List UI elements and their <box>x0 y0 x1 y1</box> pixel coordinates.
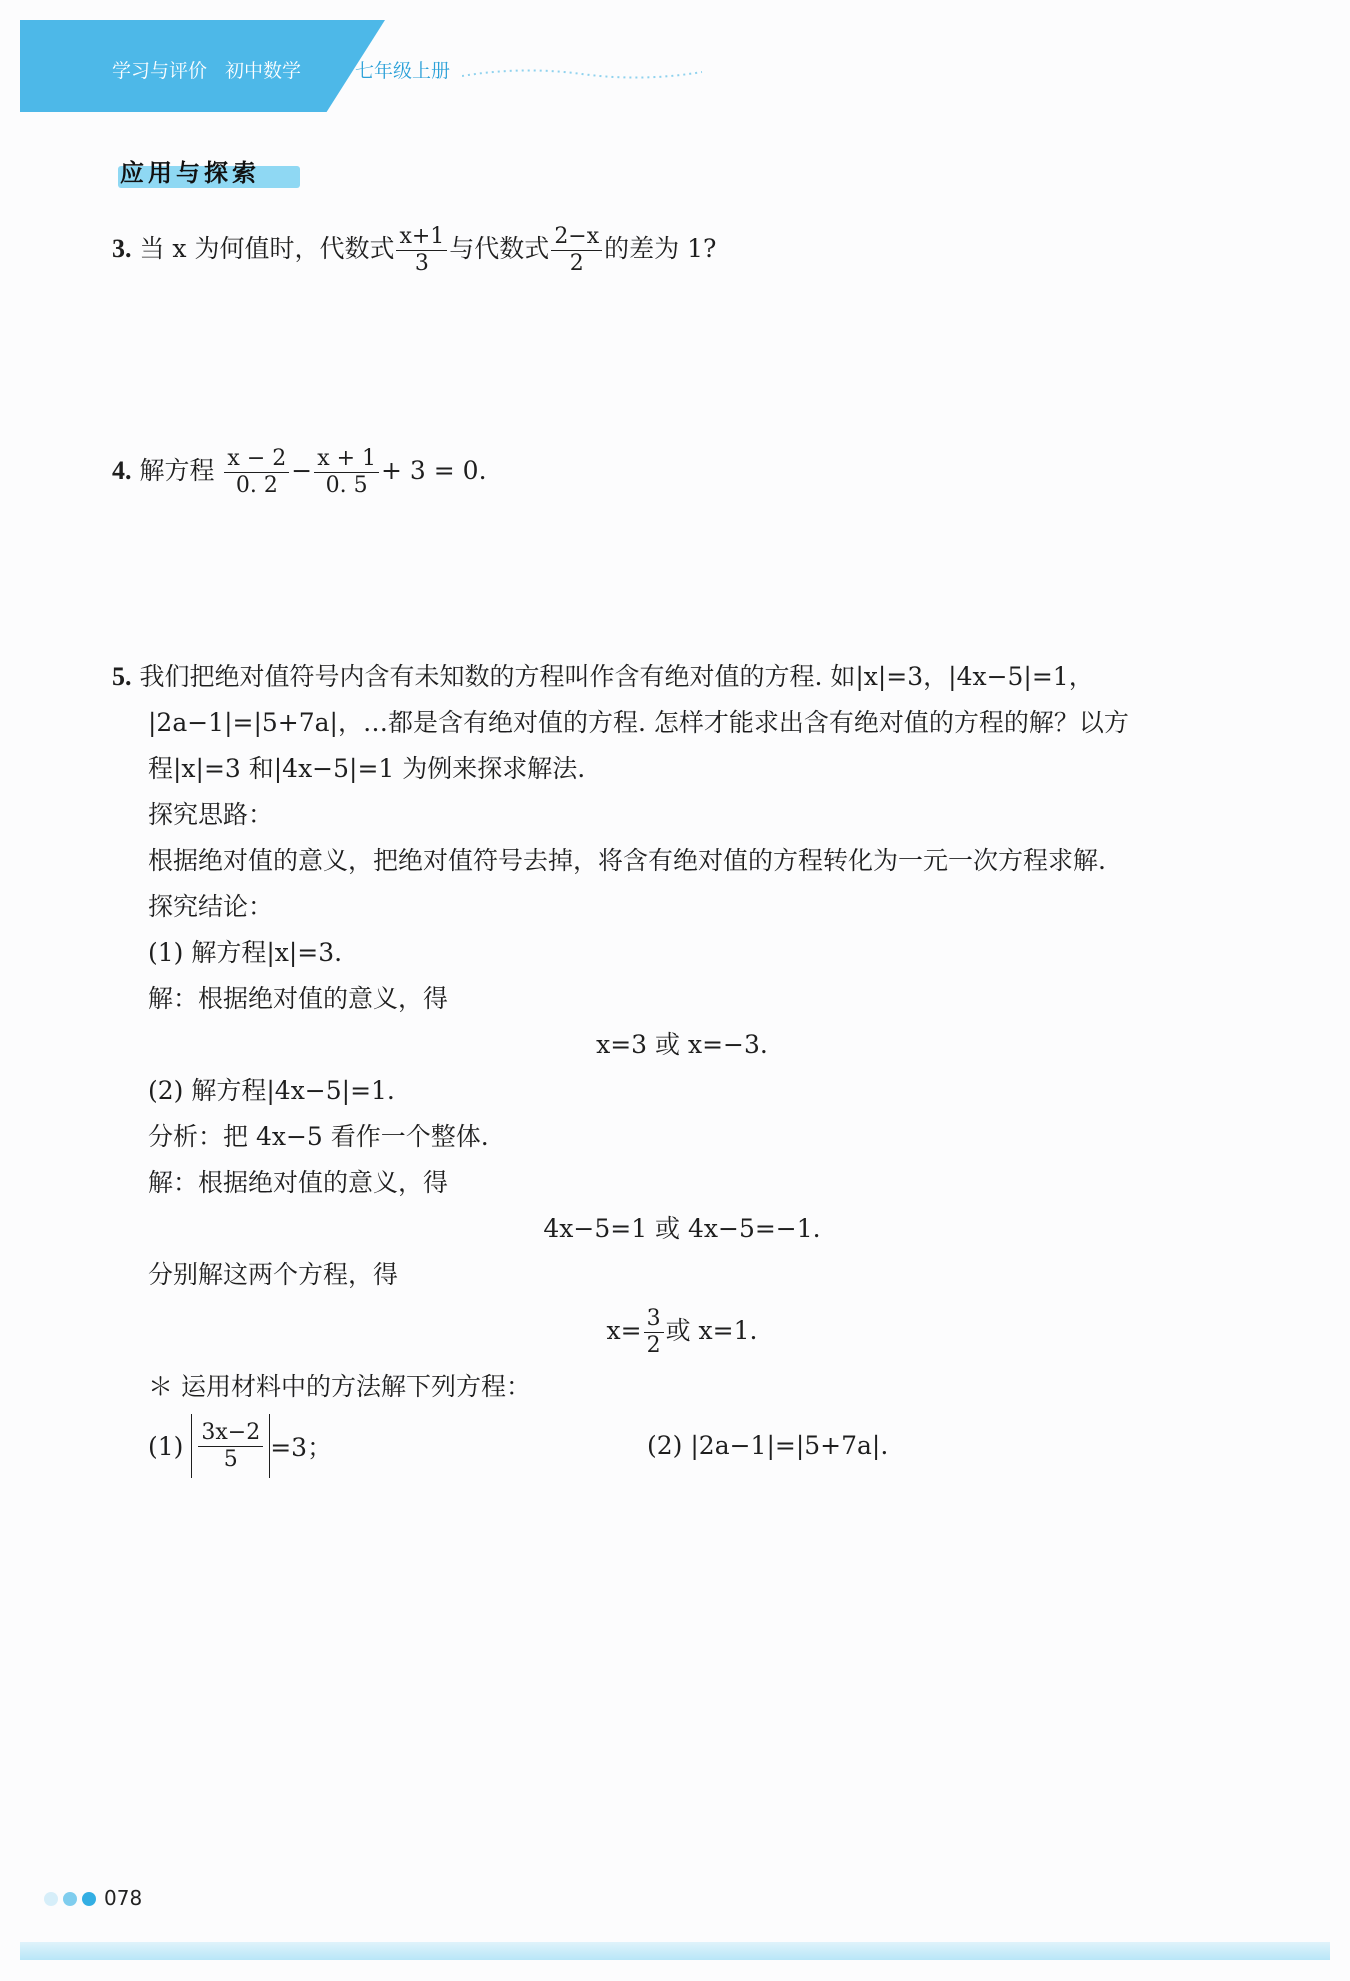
q5-solve-both: 分别解这两个方程，得 <box>148 1260 399 1289</box>
q5-sub1 <box>148 1414 332 1478</box>
q5-equation1: x=3 或 x=−3. <box>596 1030 768 1059</box>
q5-sub2: (2) |2a−1|=|5+7a|. <box>647 1431 889 1460</box>
header-subject: 初中数学 <box>225 60 302 82</box>
operator: − <box>291 456 313 485</box>
q5-task: ＊ 运用材料中的方法解下列方程： <box>148 1372 531 1401</box>
q5-idea-heading: 探究思路： <box>148 800 274 829</box>
question-text: 与代数式 <box>449 234 550 263</box>
sub-label: (1) <box>148 1431 184 1461</box>
q5-solution1: 解：根据绝对值的意义，得 <box>148 984 449 1013</box>
eq-text: 或 x=1. <box>665 1316 758 1345</box>
q5-equation3 <box>112 1298 1252 1364</box>
fraction <box>644 1306 664 1359</box>
q5-analysis: 分析：把 4x−5 看作一个整体. <box>148 1122 489 1151</box>
footer-bar <box>20 1942 1330 1960</box>
question-text: 解方程 <box>139 456 215 485</box>
q5-subquestions <box>112 1410 1252 1482</box>
question-3 <box>112 224 716 277</box>
fraction-numerator: x+1 <box>396 224 447 251</box>
fraction-numerator: 3x−2 <box>198 1420 263 1447</box>
footer-dot <box>82 1892 96 1906</box>
fraction-numerator: x − 2 <box>224 446 289 473</box>
fraction-denominator: 2 <box>646 1333 661 1358</box>
question-number: 5. <box>112 662 132 691</box>
footer-dot <box>44 1892 58 1906</box>
fraction <box>396 224 447 277</box>
header-series <box>112 56 319 83</box>
sub-rhs: =3； <box>270 1433 333 1462</box>
q5-line1: 我们把绝对值符号内含有未知数的方程叫作含有绝对值的方程. 如|x|=3，|4x−5|=1， <box>139 662 1094 691</box>
fraction-numerator: x + 1 <box>314 446 379 473</box>
q5-line3: 程|x|=3 和|4x−5|=1 为例来探求解法. <box>148 754 586 783</box>
fraction <box>198 1420 263 1473</box>
eq-text: x= <box>606 1316 642 1345</box>
fraction <box>551 224 602 277</box>
q5-conclusion-heading: 探究结论： <box>148 892 274 921</box>
q5-idea-text: 根据绝对值的意义，把绝对值符号去掉，将含有绝对值的方程转化为一元一次方程求解. <box>148 846 1106 875</box>
fraction-numerator: 2−x <box>551 224 602 251</box>
section-title: 应用与探索 <box>120 159 260 187</box>
page-number: 078 <box>104 1886 143 1910</box>
question-number: 3. <box>112 234 132 263</box>
absolute-value <box>191 1414 270 1478</box>
q5-part2: (2) 解方程|4x−5|=1. <box>148 1076 395 1105</box>
question-text: 当 x 为何值时，代数式 <box>139 234 395 263</box>
fraction <box>224 446 289 499</box>
fraction <box>314 446 379 499</box>
header-grade: 七年级上册 <box>355 60 451 82</box>
question-text: 的差为 1? <box>604 234 717 263</box>
question-5 <box>112 654 1252 1482</box>
fraction-numerator: 3 <box>644 1306 664 1333</box>
header-decoration <box>462 64 712 84</box>
q5-equation2: 4x−5=1 或 4x−5=−1. <box>543 1214 821 1243</box>
fraction-denominator: 3 <box>414 251 429 276</box>
fraction-denominator: 0. 5 <box>325 473 368 498</box>
fraction-denominator: 0. 2 <box>235 473 278 498</box>
q5-solution2: 解：根据绝对值的意义，得 <box>148 1168 449 1197</box>
fraction-denominator: 2 <box>569 251 584 276</box>
question-4 <box>112 446 487 499</box>
question-text: + 3 = 0. <box>381 456 487 485</box>
q5-part1: (1) 解方程|x|=3. <box>148 938 343 967</box>
footer-dot <box>63 1892 77 1906</box>
header-series-title: 学习与评价 <box>112 60 208 82</box>
q5-line2: |2a−1|=|5+7a|，…都是含有绝对值的方程. 怎样才能求出含有绝对值的方程的解？以方 <box>148 708 1129 737</box>
fraction-denominator: 5 <box>223 1446 238 1472</box>
question-number: 4. <box>112 456 132 485</box>
